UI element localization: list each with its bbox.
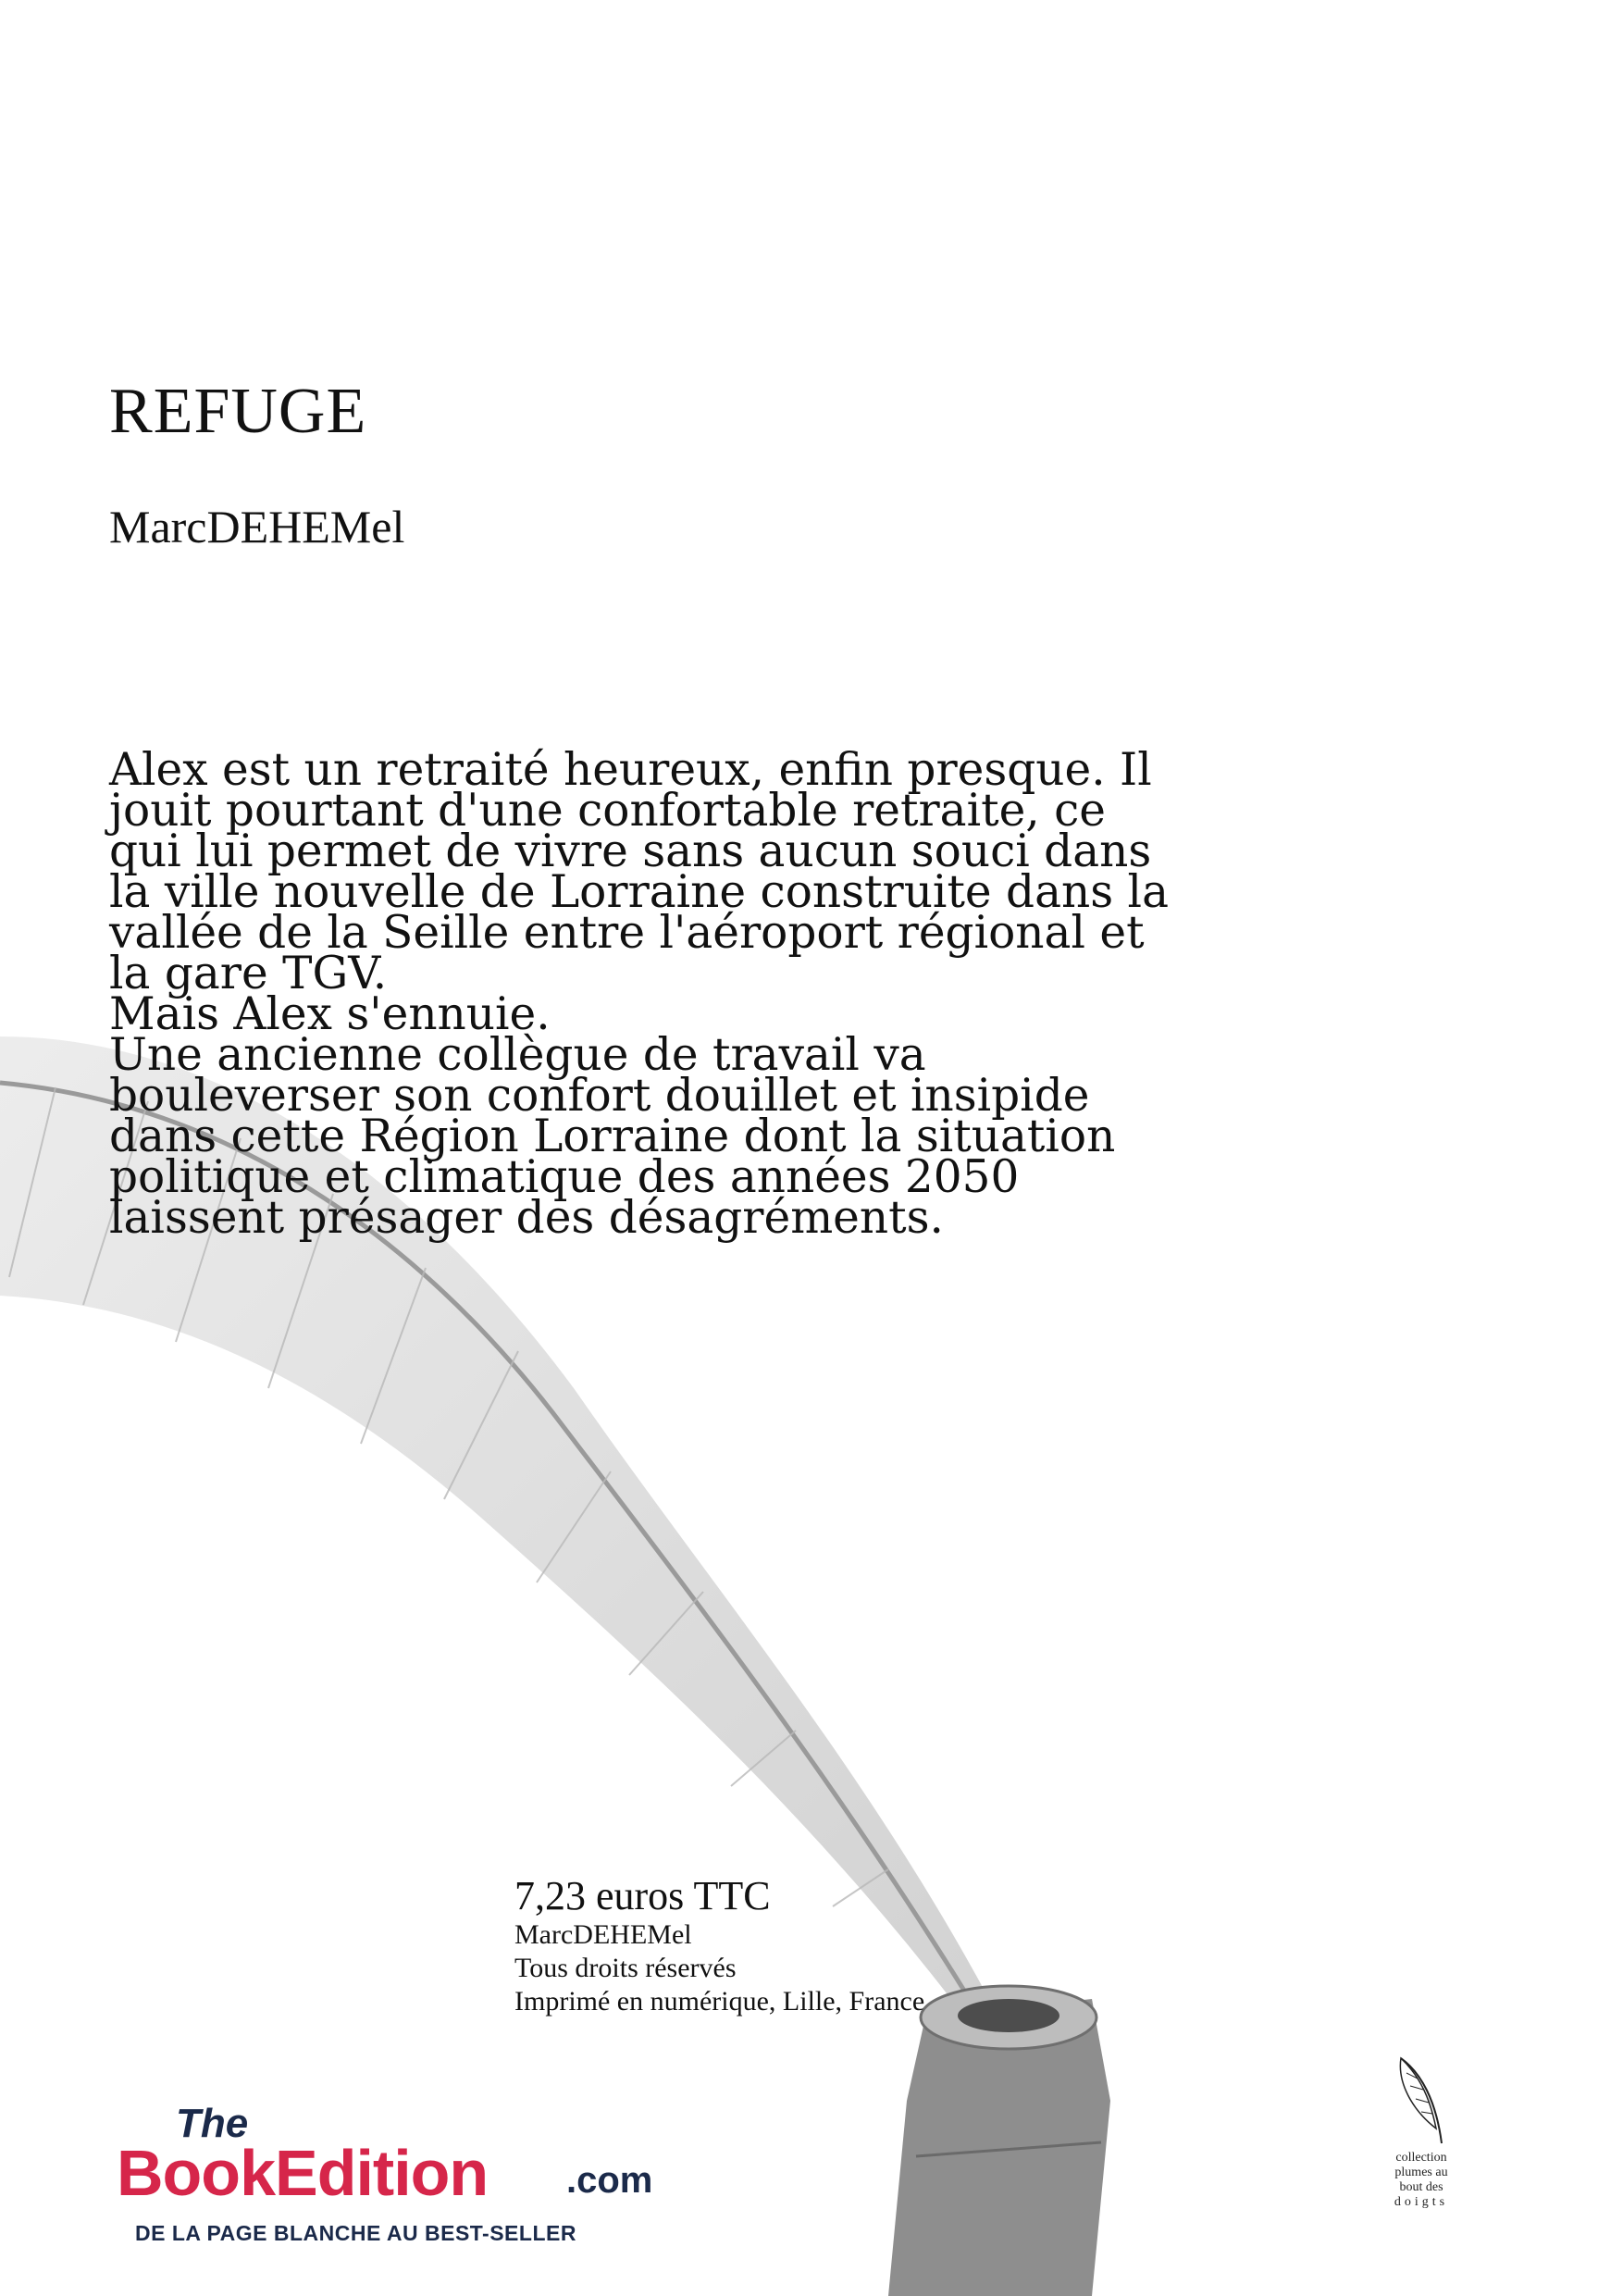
blurb-line: dans cette Région Lorraine dont la situation (109, 1111, 1116, 1162)
blurb-line: laissent présager des désagréments. (109, 1192, 944, 1244)
feather-icon (1394, 2054, 1449, 2147)
blurb-line: Une ancienne collègue de travail va (109, 1029, 926, 1081)
collection-mark (1384, 2054, 1458, 2210)
book-title: REFUGE (109, 376, 367, 447)
rights-notice: Tous droits réservés (514, 1953, 737, 1983)
price: 7,23 euros TTC (514, 1873, 771, 1918)
collection-line: doigts (1394, 2195, 1449, 2209)
blurb-line: la gare TGV. (109, 948, 388, 999)
logo-domain: .com (566, 2160, 653, 2201)
collection-line: bout des (1399, 2180, 1443, 2194)
blurb-line: bouleverser son confort douillet et insipide (109, 1070, 1090, 1122)
collection-line: collection (1395, 2151, 1447, 2165)
logo-the: The (176, 2101, 249, 2146)
logo-tagline: DE LA PAGE BLANCHE AU BEST-SELLER (135, 2221, 576, 2245)
blurb-line: politique et climatique des années 2050 (109, 1151, 1020, 1203)
blurb-line: vallée de la Seille entre l'aéroport régional et (109, 907, 1145, 959)
blurb-line: qui lui permet de vivre sans aucun souci dans (109, 825, 1152, 877)
collection-line: plumes au (1394, 2166, 1448, 2179)
blurb-line: la ville nouvelle de Lorraine construite dans la (109, 866, 1169, 918)
collection-label (1384, 2151, 1458, 2210)
blurb-line: jouit pourtant d'une confortable retraite, ce (109, 785, 1106, 837)
blurb-line: Mais Alex s'ennuie. (109, 988, 551, 1040)
blurb-line: Alex est un retraité heureux, enfin presque. Il (109, 744, 1152, 796)
logo-name: BookEdition (117, 2137, 489, 2209)
print-location: Imprimé en numérique, Lille, France (514, 1986, 925, 2017)
colophon-author: MarcDEHEMel (514, 1919, 692, 1950)
book-author: MarcDEHEMel (109, 501, 405, 552)
book-blurb (109, 744, 1257, 1244)
colophon (514, 1874, 924, 2018)
